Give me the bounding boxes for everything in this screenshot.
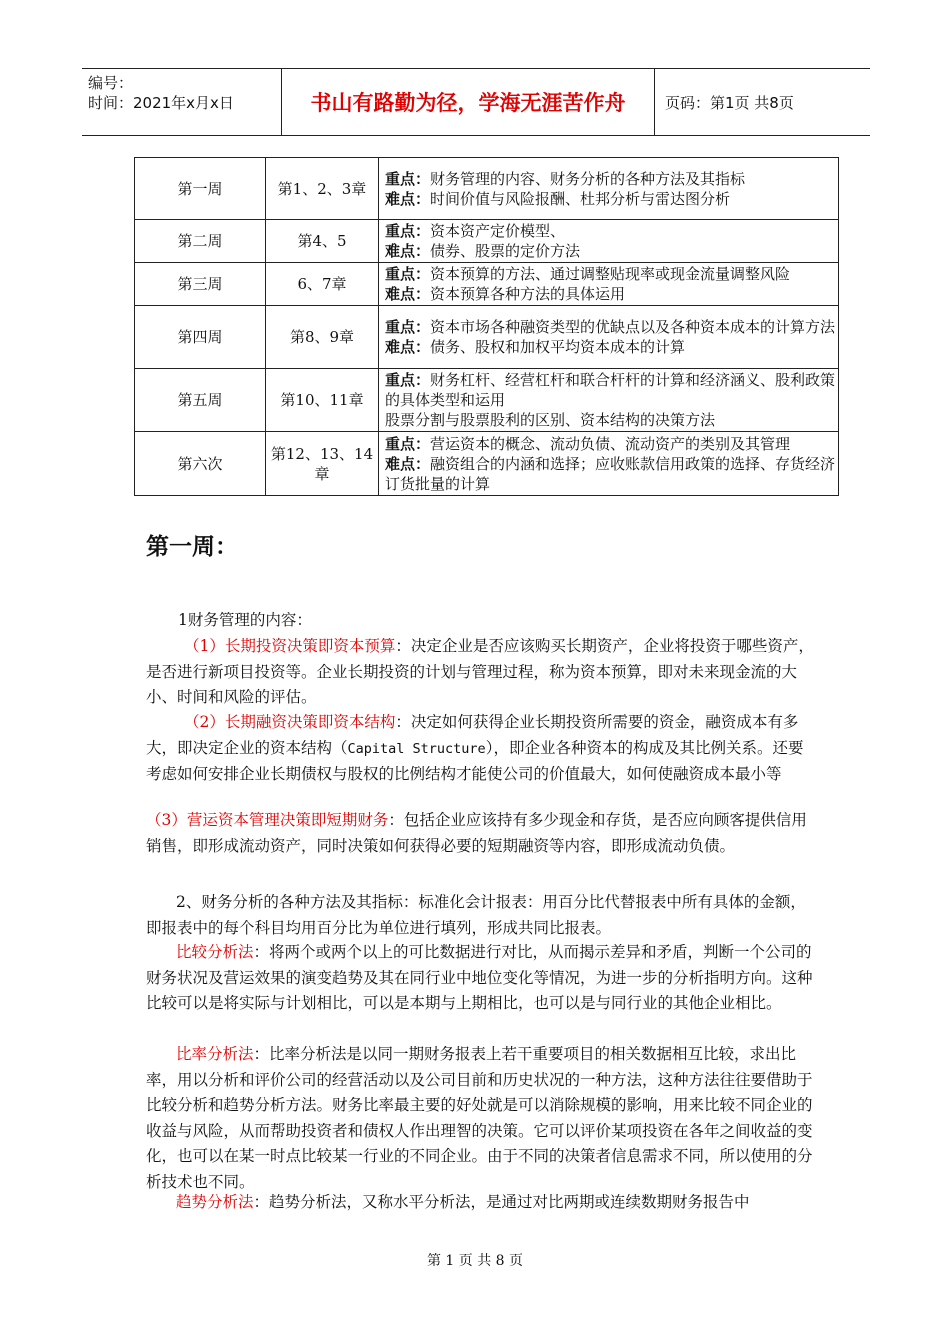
- page-footer: 第 1 页 共 8 页: [426, 1253, 524, 1269]
- difficulty-label: 难点：: [385, 189, 431, 208]
- difficulty-text: 债券、股票的定价方法: [430, 242, 581, 260]
- key-label: 重点：: [385, 434, 431, 453]
- item-3-label: （3）营运资本管理决策即短期财务: [146, 811, 389, 829]
- trend-method-text: ：趋势分析法，又称水平分析法，是通过对比两期或连续数期财务报告中: [253, 1193, 750, 1211]
- content-cell: [379, 158, 839, 220]
- week-cell: 第三周: [135, 263, 266, 306]
- ratio-method-text: ：比率分析法是以同一期财务报表上若干重要项目的相关数据相互比较，求出比率，用以分析和评价公司的经营活动以及公司目前和历史状况的一种方法，这种方法往往要借助于比较分析和趋势分析方法。财务比率最主要的好处就是可以消除规模的影响，用来比较不同企业的收益与风险，从而帮助投资者和债权人作出理智的决策。它可以评价某项投资在各年之间收益的变化，也可以在某一时点比较某一行业的不同企业。由于不同的决策者信息需求不同，所以使用的分析技术也不同。: [146, 1045, 813, 1191]
- comparison-method-text: ：将两个或两个以上的可比数据进行对比，从而揭示差异和矛盾，判断一个公司的财务状况及营运效果的演变趋势及其在同行业中地位变化等情况，为进一步的分析指明方向。这种比较可以是将实际与计划相比，可以是本期与上期相比，也可以是与同行业的其他企业相比。: [146, 943, 813, 1012]
- chapters-cell: 第10、11章: [266, 369, 379, 432]
- schedule-table: [134, 157, 839, 496]
- paragraph-comparison-method: [146, 940, 814, 1017]
- item-2-text-a: ：决定如何获得企业长期投资所需要的资金，融资成本有多大，即决定企业的资本结构（: [146, 713, 799, 757]
- week-cell: 第五周: [135, 369, 266, 432]
- paragraph-item-1: [146, 634, 814, 711]
- key-text: 营运资本的概念、流动负债、流动资产的类别及其管理: [430, 434, 791, 453]
- content-cell: [379, 220, 839, 263]
- section-title: 第一周：: [146, 534, 238, 560]
- item-2-text-b: ），即企业各种资本的构成及其比例关系。还要考虑如何安排企业长期债权与股权的比例结构才能使公司的价值最大，如何使融资成本最小等: [146, 738, 804, 783]
- difficulty-label: 难点：: [385, 242, 431, 260]
- chapters-cell: 第8、9章: [266, 306, 379, 369]
- table-row: [135, 369, 839, 432]
- difficulty-label: 难点：: [385, 454, 431, 473]
- key-text: 资本市场各种融资类型的优缺点以及各种资本成本的计算方法: [430, 318, 836, 336]
- item-1-text: ：决定企业是否应该购买长期资产，企业将投资于哪些资产，是否进行新项目投资等。企业长期投资的计划与管理过程，称为资本预算，即对未来现金流的大小、时间和风险的评估。: [146, 637, 814, 706]
- table-row: [135, 432, 839, 496]
- header-info: [82, 69, 282, 135]
- trend-method-label: 趋势分析法: [176, 1193, 254, 1211]
- page-header: [82, 68, 870, 136]
- chapters-cell: 第1、2、3章: [266, 158, 379, 220]
- chapters-cell: 6、7章: [266, 263, 379, 306]
- key-text: 资本预算的方法、通过调整贴现率或现金流量调整风险: [430, 265, 791, 283]
- difficulty-label: 难点：: [385, 338, 431, 356]
- key-label: 重点：: [385, 371, 431, 389]
- table-row: [135, 306, 839, 369]
- key-text: 资本资产定价模型、: [430, 222, 566, 240]
- item-2-label: （2）长期融资决策即资本结构: [184, 713, 396, 731]
- table-row: [135, 220, 839, 263]
- key-label: 重点：: [385, 318, 431, 336]
- difficulty-text: 时间价值与风险报酬、杜邦分析与雷达图分析: [430, 189, 731, 208]
- paragraph-item-2: [146, 710, 814, 788]
- content-cell: [379, 432, 839, 496]
- content-cell: [379, 263, 839, 306]
- difficulty-label: 难点：: [385, 285, 431, 303]
- key-label: 重点：: [385, 265, 431, 283]
- chapters-cell: 第12、13、14章: [266, 432, 379, 496]
- header-motto: 书山有路勤为径，学海无涯苦作舟: [282, 69, 655, 135]
- difficulty-text: 资本预算各种方法的具体运用: [430, 285, 626, 303]
- week-cell: 第一周: [135, 158, 266, 220]
- table-row: [135, 158, 839, 220]
- difficulty-text: 债务、股权和加权平均资本成本的计算: [430, 338, 686, 356]
- item-2-english-term: Capital Structure: [347, 740, 486, 757]
- key-text: 财务杠杆、经营杠杆和联合杆杆的计算和经济涵义、股利政策的具体类型和运用: [385, 371, 836, 409]
- week-cell: 第六次: [135, 432, 266, 496]
- key-label: 重点：: [385, 222, 431, 240]
- item-1-label: （1）长期投资决策即资本预算: [184, 637, 396, 655]
- paragraph-analysis-methods: 2、财务分析的各种方法及其指标：标准化会计报表：用百分比代替报表中所有具体的金额，即报表中的每个科目均用百分比为单位进行填列，形成共同比报表。: [146, 893, 806, 937]
- chapters-cell: 第4、5: [266, 220, 379, 263]
- paragraph-ratio-method: [146, 1042, 814, 1195]
- difficulty-text: 融资组合的内涵和选择；应收账款信用政策的选择、存货经济订货批量的计算: [385, 454, 836, 493]
- key-label: 重点：: [385, 169, 431, 188]
- header-page-label: 页码：第1页 共8页: [665, 93, 794, 112]
- week-cell: 第二周: [135, 220, 266, 263]
- doc-number-label: 编号：: [88, 74, 134, 92]
- ratio-method-label: 比率分析法: [176, 1045, 254, 1063]
- doc-time-label: 时间：2021年x月x日: [88, 94, 234, 112]
- comparison-method-label: 比较分析法: [176, 943, 254, 961]
- content-cell: [379, 306, 839, 369]
- paragraph-finance-content: 1财务管理的内容：: [178, 611, 312, 629]
- difficulty-text: 股票分割与股票股利的区别、资本结构的决策方法: [385, 411, 716, 429]
- key-text: 财务管理的内容、财务分析的各种方法及其指标: [430, 169, 746, 188]
- paragraph-trend-method: [146, 1190, 814, 1216]
- table-row: [135, 263, 839, 306]
- content-cell: [379, 369, 839, 432]
- item-3-text: ：包括企业应该持有多少现金和存货，是否应向顾客提供信用销售，即形成流动资产，同时决策如何获得必要的短期融资等内容，即形成流动负债。: [146, 811, 807, 855]
- paragraph-item-3: [146, 808, 814, 859]
- week-cell: 第四周: [135, 306, 266, 369]
